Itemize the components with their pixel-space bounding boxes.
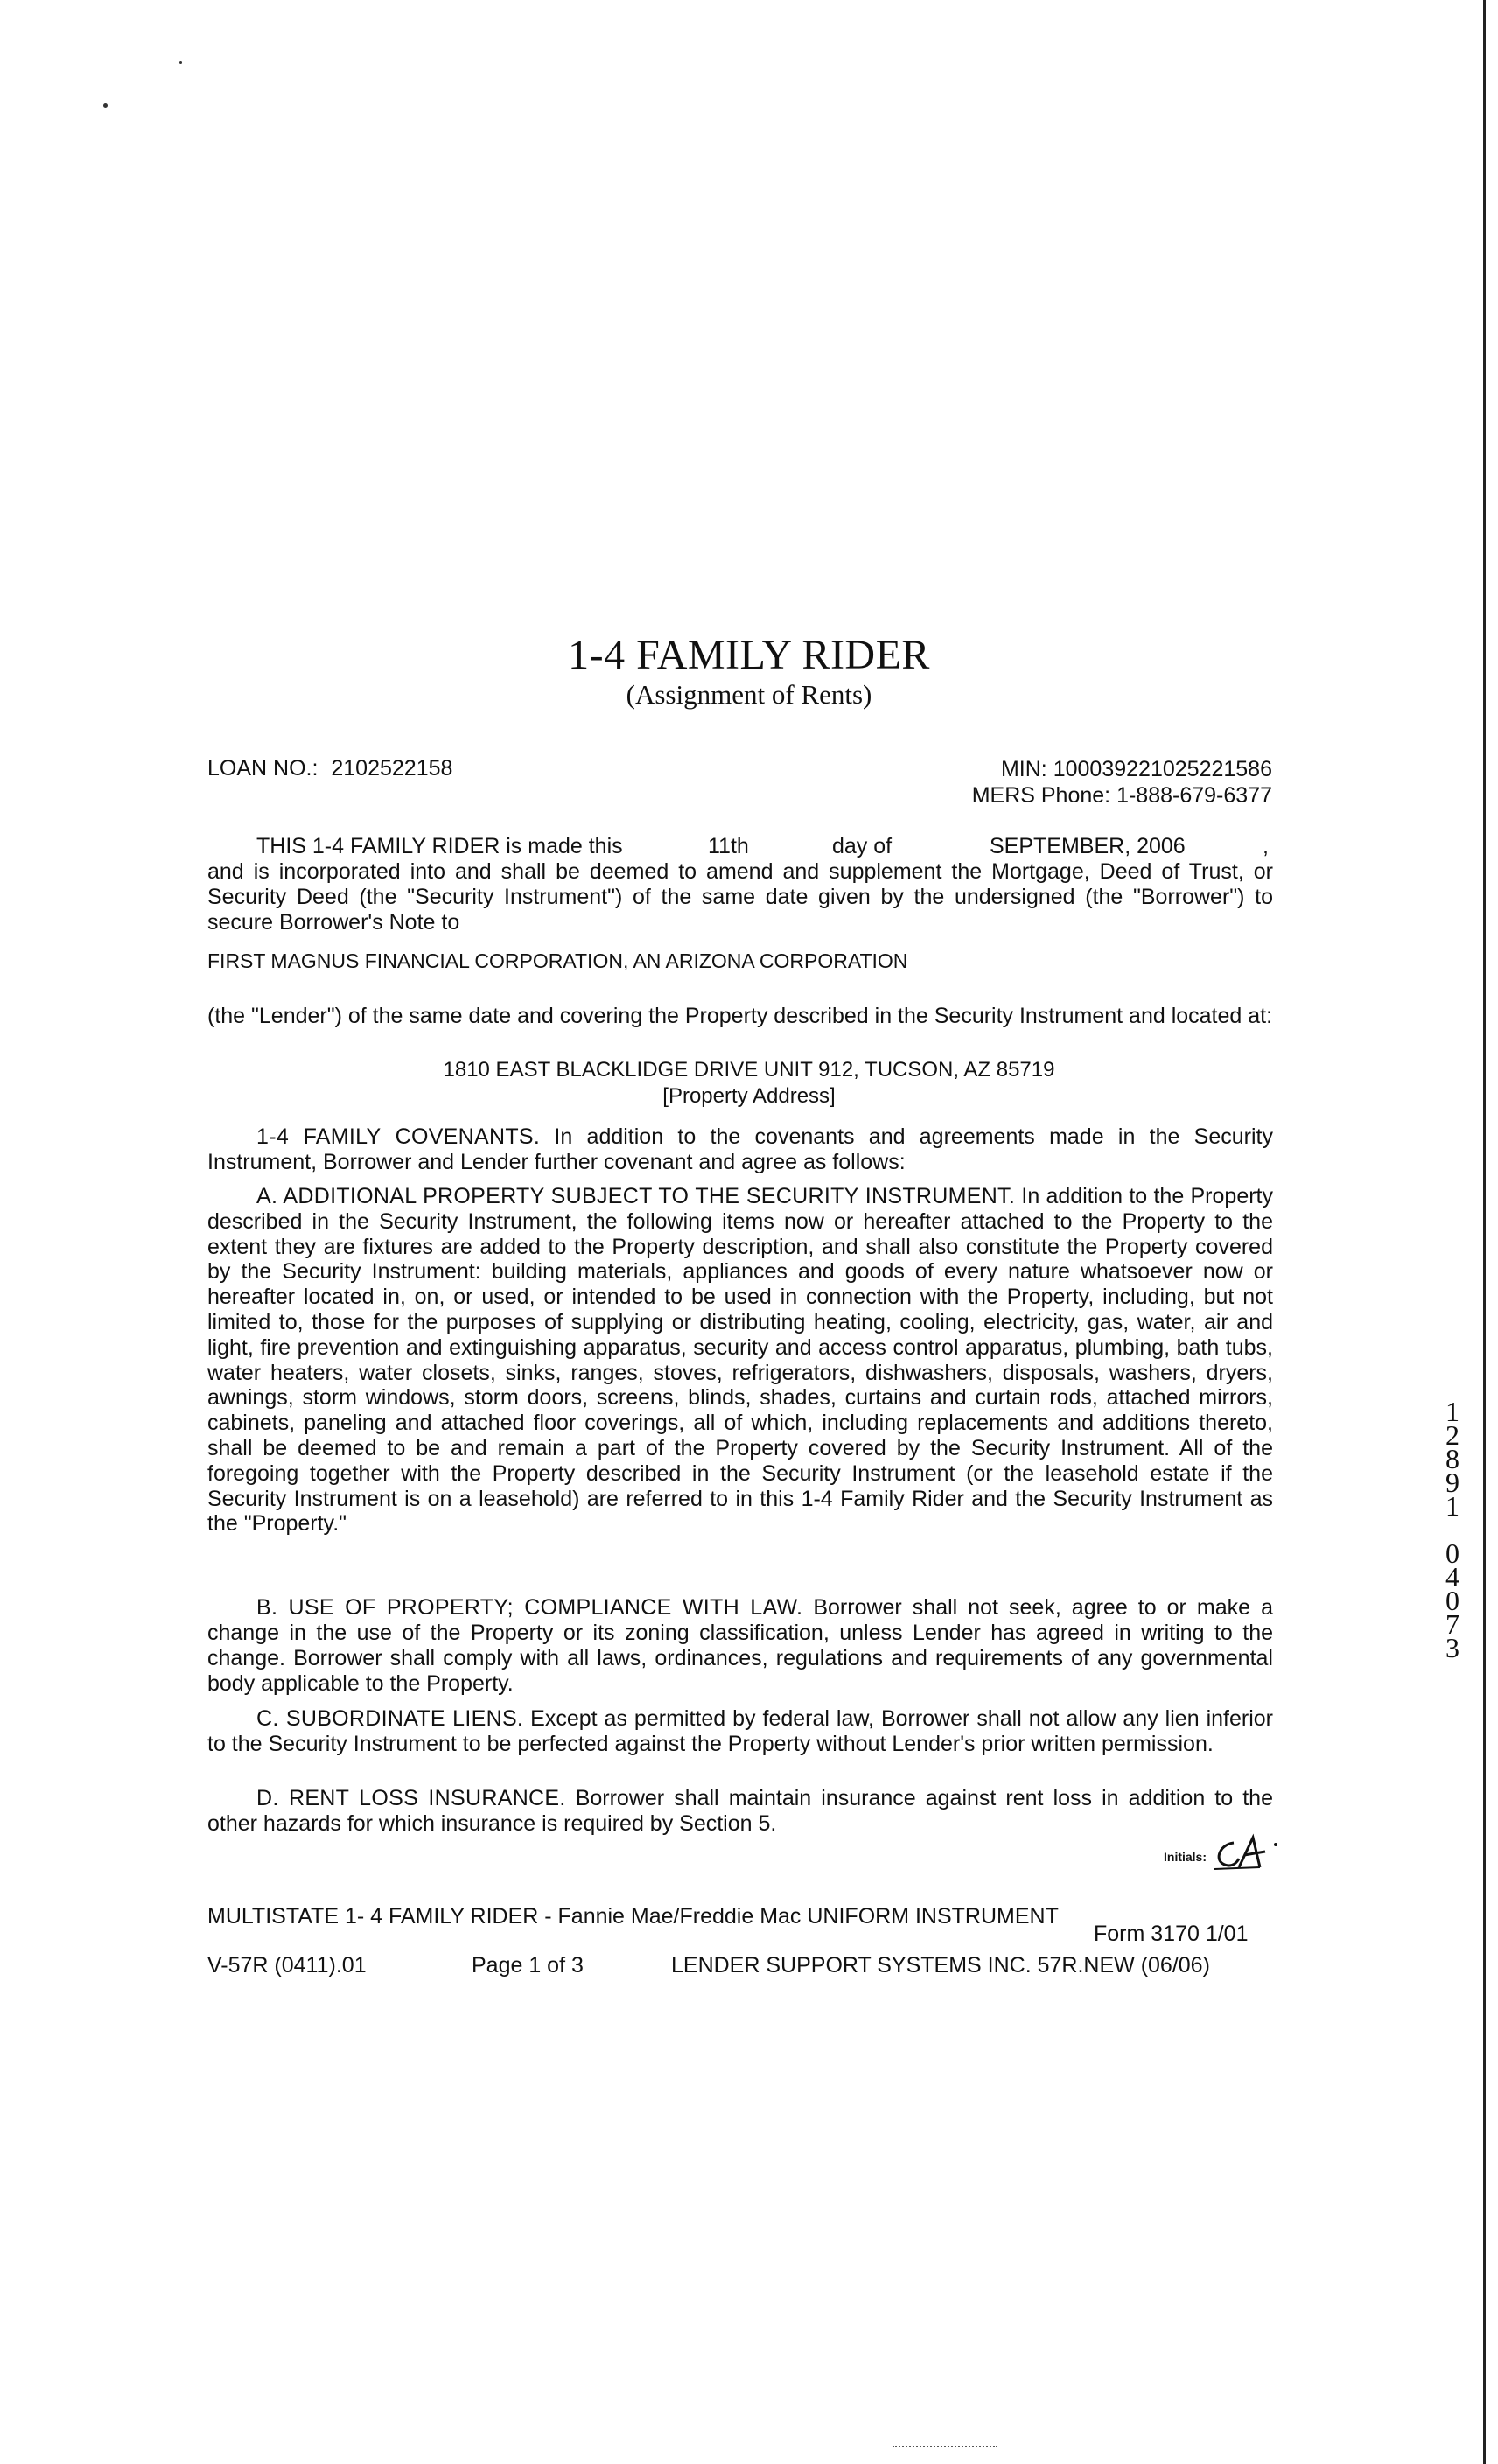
section-d-heading: D. RENT LOSS INSURANCE. bbox=[256, 1786, 566, 1810]
margin-stamp-digit: 2 bbox=[1446, 1419, 1460, 1451]
initials-signature bbox=[1208, 1832, 1286, 1880]
lender-paragraph: (the "Lender") of the same date and covering the Property described in the Security Instrument and located at: bbox=[207, 1004, 1273, 1028]
mers-block bbox=[972, 756, 1272, 808]
loan-number-value: 2102522158 bbox=[331, 756, 453, 780]
made-day: 11th bbox=[708, 834, 749, 858]
initials-label: Initials: bbox=[1164, 1850, 1208, 1864]
section-b-heading: B. USE OF PROPERTY; COMPLIANCE WITH LAW. bbox=[256, 1595, 803, 1620]
document-title: 1-4 FAMILY RIDER bbox=[568, 632, 930, 678]
margin-stamp-digit: 1 bbox=[1446, 1396, 1460, 1427]
min-label: MIN: bbox=[1000, 757, 1047, 781]
mers-phone-value: 1-888-679-6377 bbox=[1116, 783, 1272, 808]
section-d-paragraph bbox=[207, 1786, 1273, 1837]
signature-mark bbox=[1208, 1832, 1286, 1876]
margin-stamp-digit: 8 bbox=[1446, 1443, 1460, 1474]
mers-phone-label: MERS Phone: bbox=[971, 783, 1111, 808]
margin-stamp-digit: 1 bbox=[1446, 1490, 1460, 1522]
margin-stamp-digit: 9 bbox=[1446, 1466, 1460, 1498]
footer-form-number: Form 3170 1/01 bbox=[1094, 1922, 1249, 1946]
property-address-label: [Property Address] bbox=[662, 1084, 836, 1108]
section-c-paragraph bbox=[207, 1706, 1273, 1757]
made-comma: , bbox=[1263, 834, 1269, 858]
section-a-text: In addition to the Property described in the Security Instrument, the following items now or hereafter attached to the Property to the extent they are fixtures are added to the Property description, and shall also constitute the Property covered by the Security Instrument: building materials, appliances and goods of every nature whatsoever now or hereafter located in, on, or used, or intended to be used in connection with the Property, including, but not limited to, those for the purposes of supplying or distributing heating, cooling, electricity, gas, water, air and light, fire prevention and extinguishing apparatus, security and access control apparatus, plumbing, bath tubs, water heaters, water closets, sinks, ranges, stoves, refrigerators, dishwashers, disposals, washers, dryers, awnings, storm windows, storm doors, screens, blinds, shades, curtains and curtain rods, attached mirrors, cabinets, paneling and attached floor coverings, all of which, including replacements and additions thereto, shall be deemed to be and remain a part of the Property covered by the Security Instrument. All of the foregoing together with the Property described in the Security Instrument (or the leasehold estate if the Security Instrument is on a leasehold) are referred to in this 1-4 Family Rider and the Security Instrument as the "Property." bbox=[207, 1184, 1273, 1536]
section-a-paragraph bbox=[207, 1184, 1273, 1536]
section-c-heading: C. SUBORDINATE LIENS. bbox=[256, 1706, 524, 1731]
property-address-block bbox=[0, 1057, 1498, 1110]
title-block bbox=[0, 632, 1498, 710]
footer-title: MULTISTATE 1- 4 FAMILY RIDER - Fannie Mae/Freddie Mac UNIFORM INSTRUMENT bbox=[207, 1904, 1059, 1928]
margin-stamp-digit: 0 bbox=[1446, 1537, 1460, 1569]
margin-stamp bbox=[1435, 1396, 1470, 1663]
min-line bbox=[972, 756, 1272, 782]
lender-name: FIRST MAGNUS FINANCIAL CORPORATION, AN ARIZONA CORPORATION bbox=[207, 949, 908, 972]
made-intro: THIS 1-4 FAMILY RIDER is made this bbox=[256, 834, 623, 858]
footer-code: V-57R (0411).01 bbox=[207, 1953, 367, 1978]
property-address: 1810 EAST BLACKLIDGE DRIVE UNIT 912, TUCSON, AZ 85719 bbox=[443, 1058, 1055, 1082]
section-a-heading: A. ADDITIONAL PROPERTY SUBJECT TO THE SECURITY INSTRUMENT. bbox=[256, 1184, 1016, 1208]
loan-number bbox=[207, 756, 452, 781]
margin-stamp-digit: 7 bbox=[1446, 1608, 1460, 1640]
scan-speck bbox=[103, 103, 108, 108]
scan-edge-line bbox=[1483, 0, 1486, 2464]
min-value: 100039221025221586 bbox=[1053, 757, 1272, 781]
section-b-text: Borrower shall not seek, agree to or make a change in the use of the Property or its zoning classification, unless Lender has agreed in writing to the change. Borrower shall comply with all laws, ordinances, regulations and requirements of any governmental body applicable to the Property. bbox=[207, 1595, 1273, 1696]
bottom-dotted-rule bbox=[892, 2446, 998, 2449]
margin-stamp-digit: 4 bbox=[1446, 1561, 1460, 1592]
section-d-text: Borrower shall maintain insurance against rent loss in addition to the other hazards for which insurance is required by Section 5. bbox=[207, 1786, 1273, 1836]
made-date: SEPTEMBER, 2006 bbox=[990, 834, 1186, 858]
intro-paragraph: and is incorporated into and shall be deemed to amend and supplement the Mortgage, Deed of Trust, or Security Deed (the "Security Instrument") of the same date given by the undersigned (the "Borrower") to secure Borrower's Note to bbox=[207, 859, 1273, 934]
scan-speck bbox=[179, 61, 182, 64]
made-day-of: day of bbox=[832, 834, 892, 858]
document-subtitle: (Assignment of Rents) bbox=[626, 679, 872, 710]
section-b-paragraph bbox=[207, 1595, 1273, 1697]
covenants-paragraph bbox=[207, 1124, 1273, 1175]
footer-vendor: LENDER SUPPORT SYSTEMS INC. 57R.NEW (06/06) bbox=[671, 1953, 1210, 1978]
mers-phone-line bbox=[972, 782, 1272, 808]
covenants-text: In addition to the covenants and agreements made in the Security Instrument, Borrower and Lender further covenant and agree as follows: bbox=[207, 1124, 1273, 1174]
margin-stamp-digit: 0 bbox=[1446, 1585, 1460, 1616]
section-c-text: Except as permitted by federal law, Borrower shall not allow any lien inferior to the Security Instrument to be perfected against the Property without Lender's prior written permission. bbox=[207, 1706, 1273, 1756]
footer-page: Page 1 of 3 bbox=[472, 1953, 584, 1978]
loan-number-label: LOAN NO.: bbox=[207, 756, 318, 780]
margin-stamp-digit: 3 bbox=[1446, 1632, 1460, 1663]
covenants-heading: 1-4 FAMILY COVENANTS. bbox=[256, 1124, 541, 1149]
